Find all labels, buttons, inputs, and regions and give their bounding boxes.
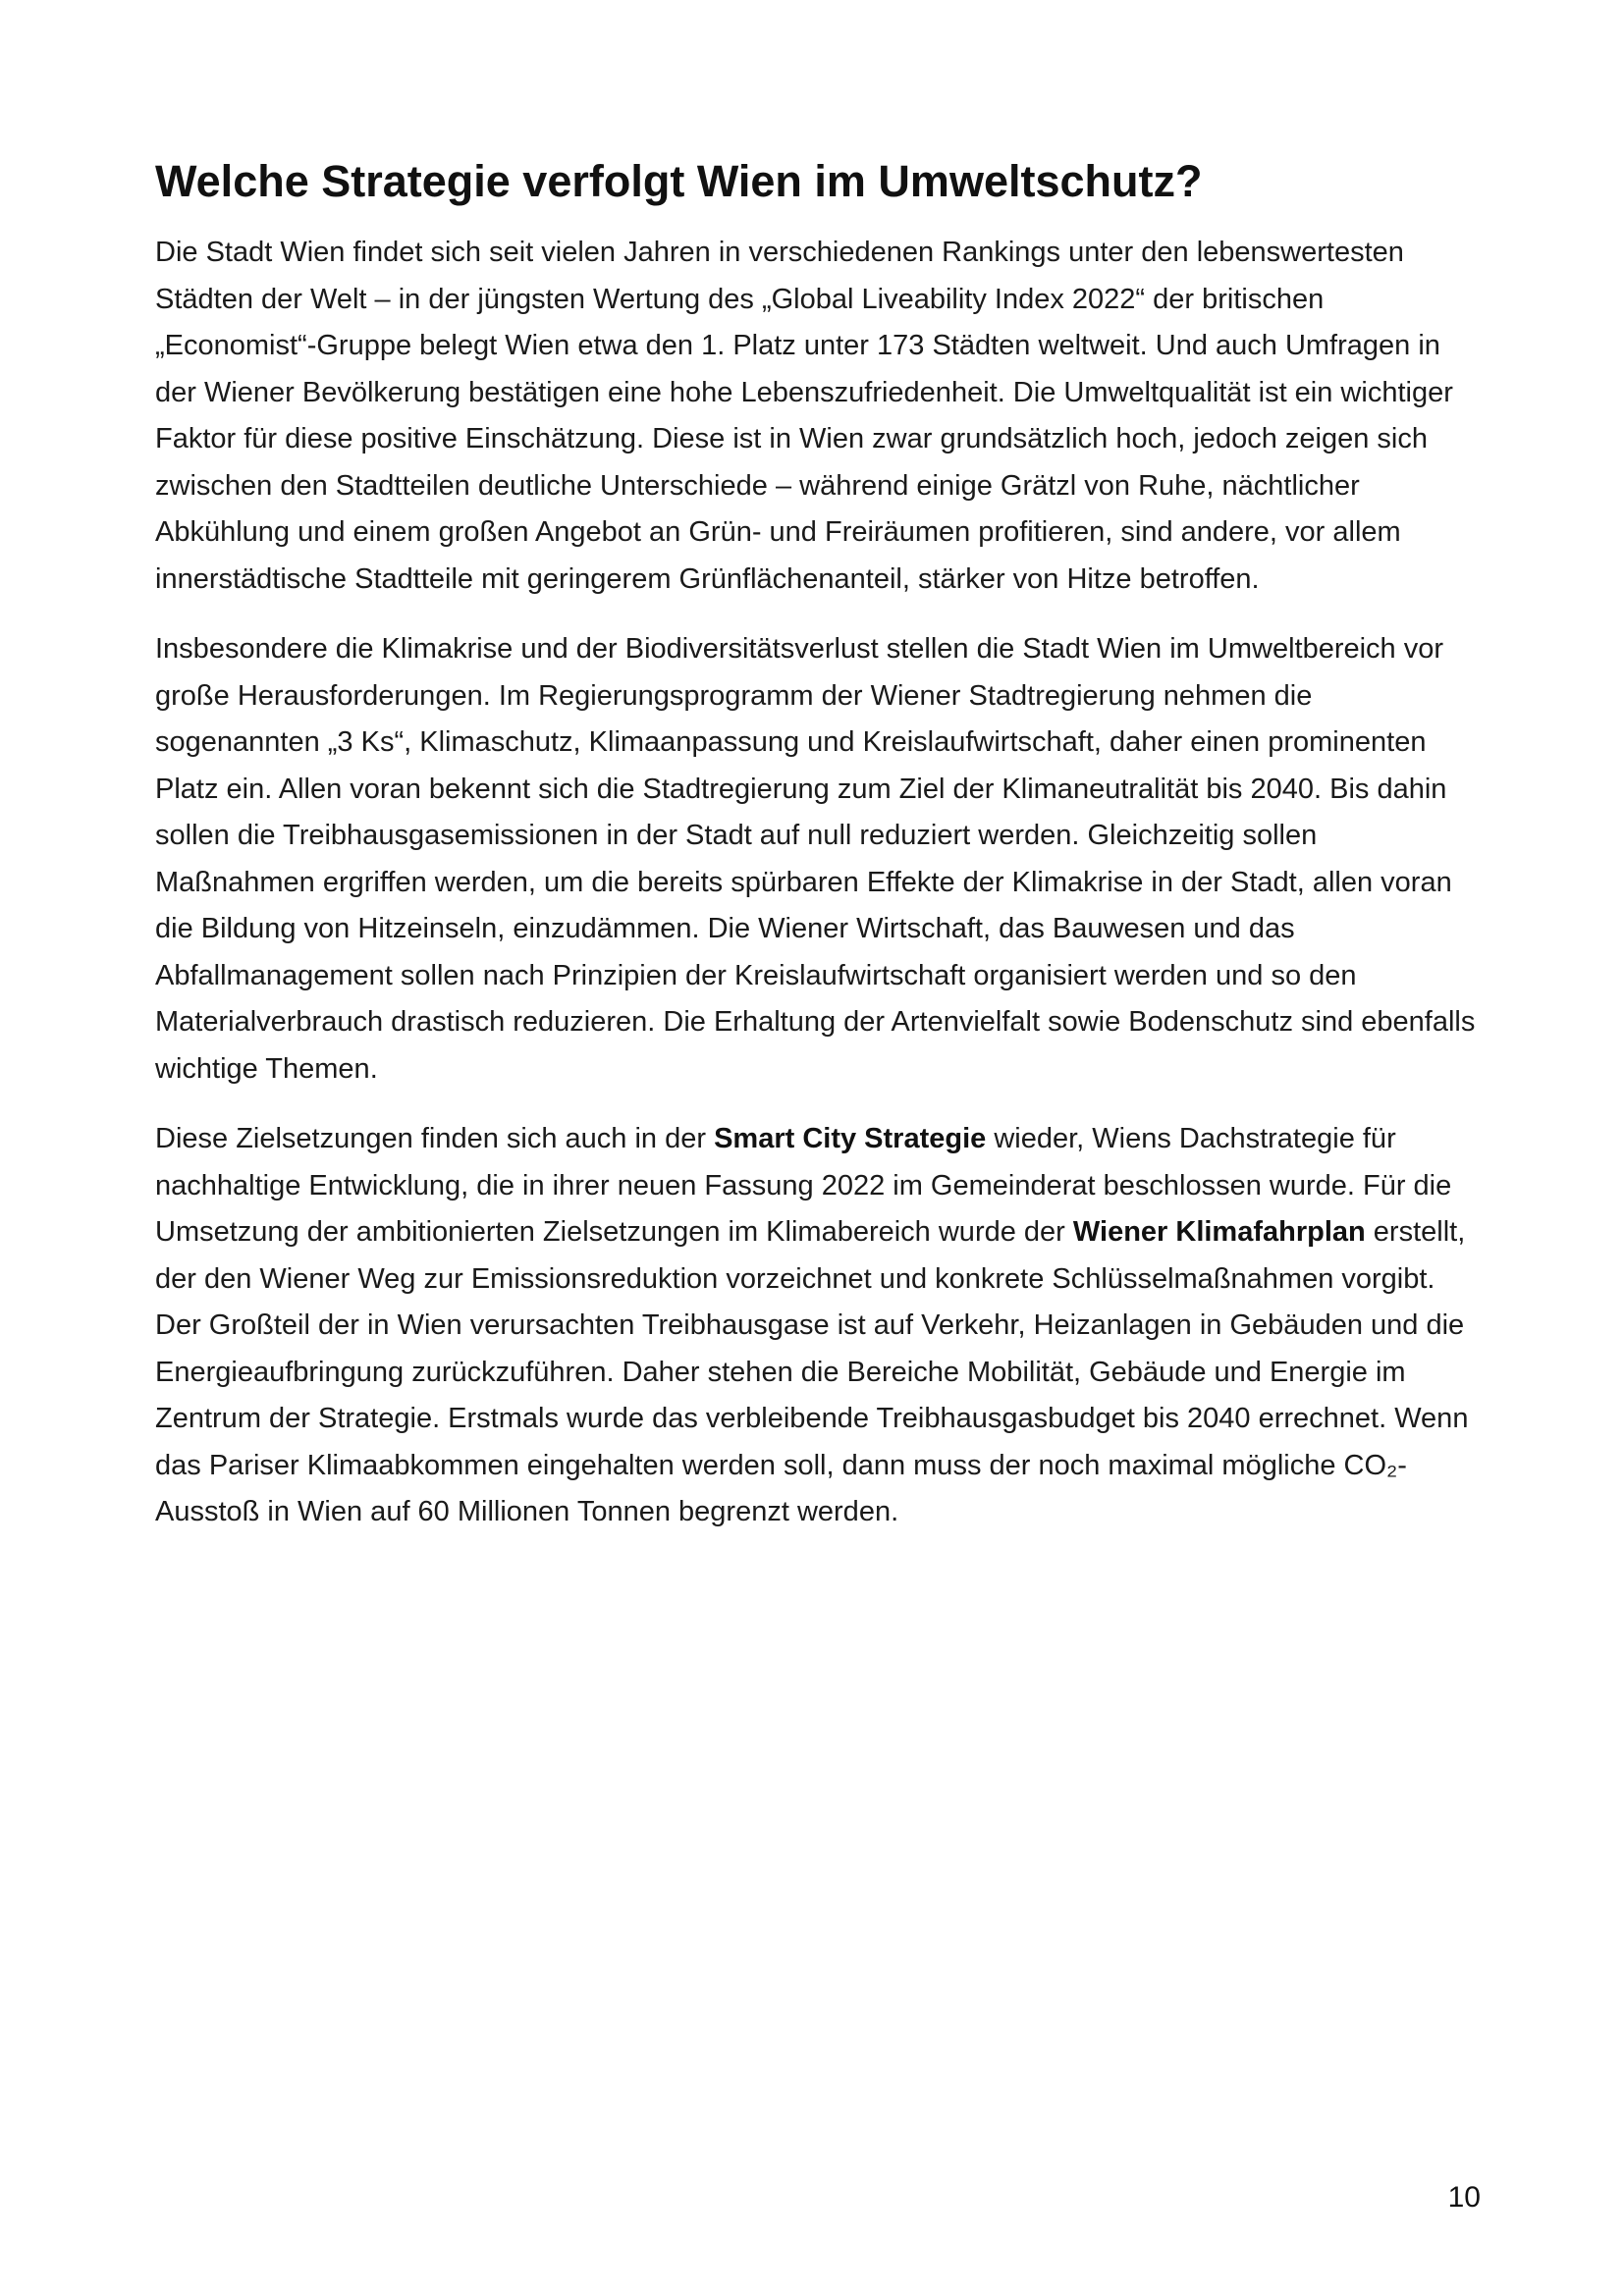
wiener-klimafahrplan-term: Wiener Klimafahrplan: [1072, 1216, 1366, 1248]
paragraph-strategy: [155, 1116, 1481, 1536]
paragraph-intro: Die Stadt Wien findet sich seit vielen Jahren in verschiedenen Rankings unter den lebenswertesten Städten der Welt – in der jüngsten Wertung des „Global Liveability Index 2022“ der britischen „Economist“-Gruppe belegt Wien etwa den 1. Platz unter 173 Städten weltweit. Und auch Umfragen in der Wiener Bevölkerung bestätigen eine hohe Lebenszufriedenheit. Die Umweltqualität ist ein wichtiger Faktor für diese positive Einschätzung. Diese ist in Wien zwar grundsätzlich hoch, jedoch zeigen sich zwischen den Stadtteilen deutliche Unterschiede – während einige Grätzl von Ruhe, nächtlicher Abkühlung und einem großen Angebot an Grün- und Freiräumen profitieren, sind andere, vor allem innerstädtische Stadtteile mit geringerem Grünflächenanteil, stärker von Hitze betroffen.: [155, 237, 1453, 595]
paragraph-strategy-text-1: Diese Zielsetzungen finden sich auch in der: [155, 1123, 715, 1154]
document-page: [155, 155, 1481, 1560]
page-title: Welche Strategie verfolgt Wien im Umweltschutz?: [155, 156, 1203, 206]
paragraph-strategy-text-2: wieder, Wiens Dachstrategie für nachhaltige Entwicklung, die in ihrer neuen Fassung 2022 im Gemeinderat beschlossen wurde. Für die Umsetzung der ambitionierten Zielsetzungen im Klimabereich wurde der: [155, 1123, 1452, 1248]
smart-city-strategie-term: Smart City Strategie: [714, 1123, 987, 1154]
paragraph-strategy-text-3: erstellt, der den Wiener Weg zur Emissionsreduktion vorzeichnet und konkrete Schlüsselmaßnahmen vorgibt. Der Großteil der in Wien verursachten Treibhausgase ist auf Verkehr, Heizanlagen in Gebäuden und die Energieaufbringung zurückzuführen. Daher stehen die Bereiche Mobilität, Gebäude und Energie im Zentrum der Strategie. Erstmals wurde das verbleibende Treibhausgasbudget bis 2040 errechnet. Wenn das Pariser Klimaabkommen eingehalten werden soll, dann muss der noch maximal mögliche CO₂-Ausstoß in Wien auf 60 Millionen Tonnen begrenzt werden.: [155, 1216, 1469, 1527]
page-number: 10: [1447, 2181, 1481, 2214]
paragraph-challenges: Insbesondere die Klimakrise und der Biodiversitätsverlust stellen die Stadt Wien im Umweltbereich vor große Herausforderungen. Im Regierungsprogramm der Wiener Stadtregierung nehmen die sogenannten „3 Ks“, Klimaschutz, Klimaanpassung und Kreislaufwirtschaft, daher einen prominenten Platz ein. Allen voran bekennt sich die Stadtregierung zum Ziel der Klimaneutralität bis 2040. Bis dahin sollen die Treibhausgasemissionen in der Stadt auf null reduziert werden. Gleichzeitig sollen Maßnahmen ergriffen werden, um die bereits spürbaren Effekte der Klimakrise in der Stadt, allen voran die Bildung von Hitzeinseln, einzudämmen. Die Wiener Wirtschaft, das Bauwesen und das Abfallmanagement sollen nach Prinzipien der Kreislaufwirtschaft organisiert werden und so den Materialverbrauch drastisch reduzieren. Die Erhaltung der Artenvielfalt sowie Bodenschutz sind ebenfalls wichtige Themen.: [155, 633, 1476, 1085]
